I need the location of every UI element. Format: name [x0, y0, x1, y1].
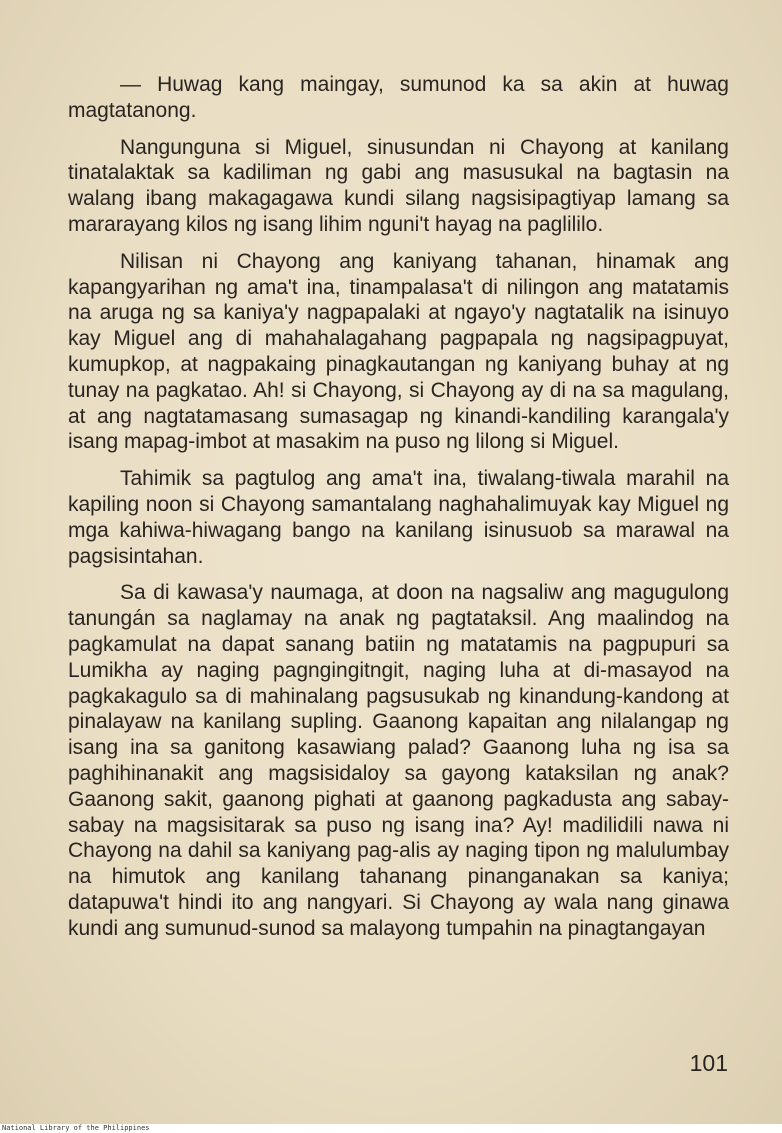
paragraph: Nilisan ni Chayong ang kaniyang tahanan, hinamak ang kapangyarihan ng ama't ina, tinampalasa't di nilingon ang matatamis na aruga ng sa kaniya'y nagpapalaki at ngayo'y nagtatalik na isinuyo kay Miguel ang di mahahalagahang pagpapala ng nagsipagpuyat, kumupkop, at nagpakaing pinagkautangan ng kaniyang buhay at ng tunay na pagkatao. Ah! si Chayong, si Chayong ay di na sa magulang, at ang nagtatamasang sumasagap ng kinandi-kandiling karangala'y isang mapag-imbot at masakim na puso ng lilong si Miguel.: [68, 249, 729, 454]
paragraph: — Huwag kang maingay, sumunod ka sa akin at huwag magtatanong.: [68, 73, 729, 122]
paragraph: Nangunguna si Miguel, sinusundan ni Chayong at kanilang tinatalaktak sa kadiliman ng gabi ang masusukal na bagtasin na walang ibang makagagawa kundi silang nagsisipagtiyap lamang sa mararayang kilos ng isang lihim nguni't hayag na paglililo.: [68, 135, 729, 236]
library-credit: National Library of the Philippines: [0, 1124, 782, 1133]
paragraph: Sa di kawasa'y naumaga, at doon na nagsaliw ang magugulong tanungán sa naglamay na anak ng pagtataksil. Ang maalindog na pagkamulat na dapat sanang batiin ng matatamis na pagpupuri sa Lumikha ay naging pagngingitngit, naging luha at di-masayod na pagkakagulo sa di mahinalang pagsusukab ng kinandung-kandong at pinalayaw na kanilang supling. Gaanong kapaitan ang nilalangap ng isang ina sa ganitong kasawiang palad? Gaanong luha ng isa sa paghihinanakit ang magsisidaloy sa gayong kataksilan ng anak? Gaanong sakit, gaanong pighati at gaanong pagkadusta ang sabay-sabay na magsisitarak sa puso ng isang ina? Ay! madilidili nawa ni Chayong na dahil sa kaniyang pag-alis ay naging tipon ng malulumbay na himutok ang kanilang tahanang pinanganakan sa kaniya; datapuwa't hindi ito ang nangyari. Si Chayong ay wala nang ginawa kundi ang sumunud-sunod sa malayong tumpahin na pinagtangayan: [68, 581, 729, 940]
body-text: [68, 72, 729, 942]
paragraph: Tahimik sa pagtulog ang ama't ina, tiwalang-tiwala marahil na kapiling noon si Chayong samantalang naghahalimuyak kay Miguel ng mga kahiwa-hiwagang bango na kanilang isinusuob sa marawal na pagsisintahan.: [68, 467, 729, 568]
page-number: 101: [689, 1050, 728, 1076]
